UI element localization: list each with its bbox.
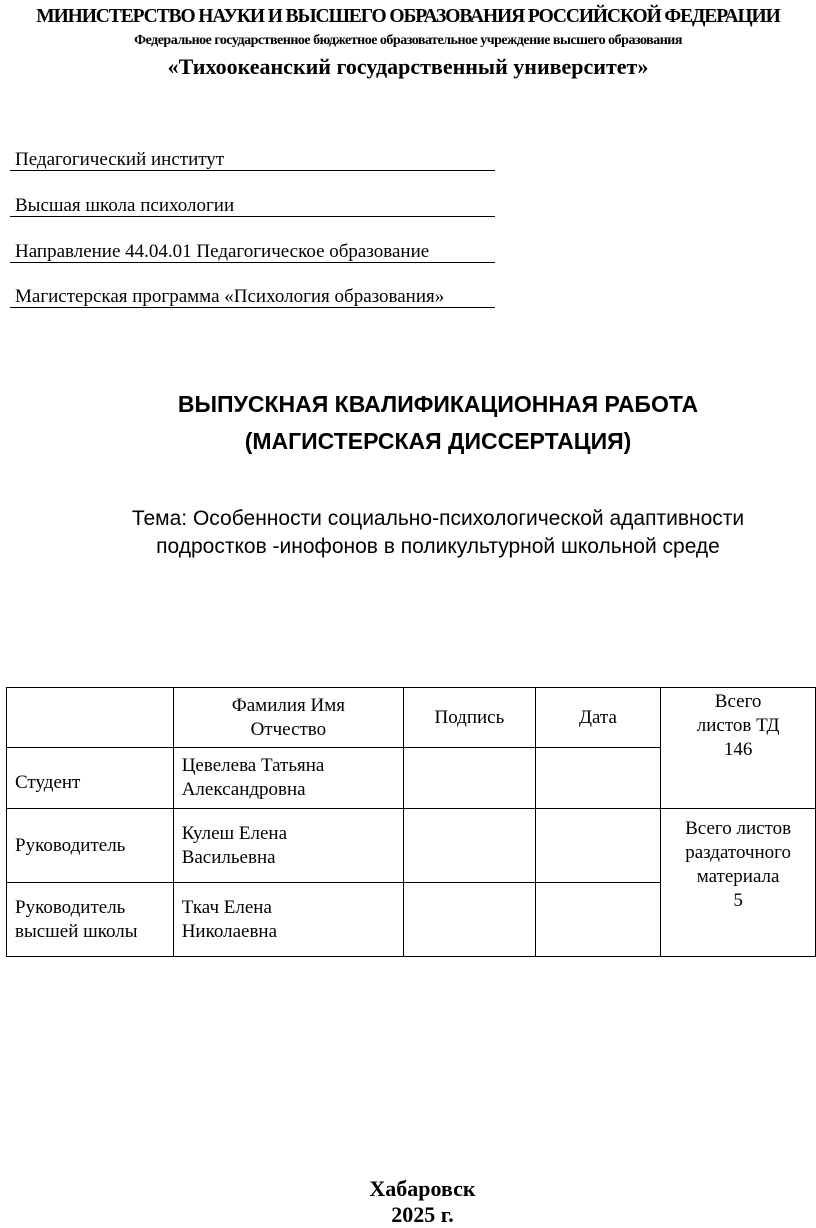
handout-total-line-1: Всего листов xyxy=(685,818,792,839)
sheets-total-value: 146 xyxy=(723,739,753,760)
name-line-2: Васильевна xyxy=(181,846,276,868)
name-cell xyxy=(173,883,403,957)
footer xyxy=(0,1176,816,1228)
year: 2025 г. xyxy=(391,1202,454,1227)
name-line-1: Ткач Елена xyxy=(181,896,272,918)
handout-total-line-3: материала xyxy=(696,866,780,887)
role-cell xyxy=(7,748,174,809)
institution-type: Федеральное государственное бюджетное образовательное учреждение высшего образования xyxy=(134,33,682,48)
title-line-2: (МАГИСТЕРСКАЯ ДИССЕРТАЦИЯ) xyxy=(244,428,632,454)
name-line-2: Николаевна xyxy=(181,920,278,942)
name-line-1: Цевелева Татьяна xyxy=(181,755,325,776)
handout-total-cell xyxy=(661,809,816,957)
signature-cell xyxy=(404,748,536,809)
role-cell xyxy=(7,883,174,957)
table-header-row xyxy=(7,688,816,748)
table-row xyxy=(7,809,816,883)
institute-line: Педагогический институт xyxy=(10,150,495,171)
header-name-line-2: Отчество xyxy=(250,718,327,740)
date-cell xyxy=(535,748,660,809)
role-line-1: Руководитель xyxy=(15,896,126,918)
handout-total-value: 5 xyxy=(733,890,743,911)
date-cell xyxy=(535,883,660,957)
name-cell xyxy=(173,809,403,883)
direction-line: Направление 44.04.01 Педагогическое образование xyxy=(10,242,495,263)
header-signature: Подпись xyxy=(404,688,536,748)
header-date: Дата xyxy=(535,688,660,748)
signature-cell xyxy=(404,883,536,957)
school-line: Высшая школа психологии xyxy=(10,196,495,217)
sheets-total-line-1: Всего xyxy=(714,691,762,712)
sheets-total-line-2: листов ТД xyxy=(696,715,780,736)
document-title xyxy=(60,386,816,460)
city: Хабаровск xyxy=(369,1176,476,1201)
header-name-line-1: Фамилия Имя xyxy=(231,694,345,716)
handout-total-line-2: раздаточного xyxy=(685,842,791,863)
role-line-1: Студент xyxy=(15,772,81,793)
name-line-2: Александровна xyxy=(181,779,306,800)
thesis-topic xyxy=(60,505,816,561)
header-full-name xyxy=(173,688,403,748)
role-line-1: Руководитель xyxy=(15,834,126,856)
sheets-total-cell xyxy=(661,688,816,809)
ministry-heading: МИНИСТЕРСТВО НАУКИ И ВЫСШЕГО ОБРАЗОВАНИЯ РОССИЙСКОЙ ФЕДЕРАЦИИ xyxy=(36,6,780,27)
program-line: Магистерская программа «Психология образования» xyxy=(10,287,495,308)
topic-line-2: подростков -инофонов в поликультурной школьной среде xyxy=(156,535,720,558)
signature-table xyxy=(6,687,816,957)
university-name: «Тихоокеанский государственный университет» xyxy=(167,54,649,79)
date-cell xyxy=(535,809,660,883)
topic-line-1: Тема: Особенности социально-психологической адаптивности xyxy=(131,507,745,530)
name-cell xyxy=(173,748,403,809)
signature-cell xyxy=(404,809,536,883)
name-line-1: Кулеш Елена xyxy=(181,822,288,844)
role-line-2: высшей школы xyxy=(15,920,138,942)
role-cell xyxy=(7,809,174,883)
title-line-1: ВЫПУСКНАЯ КВАЛИФИКАЦИОННАЯ РАБОТА xyxy=(177,391,699,417)
header-empty-cell xyxy=(7,688,174,748)
